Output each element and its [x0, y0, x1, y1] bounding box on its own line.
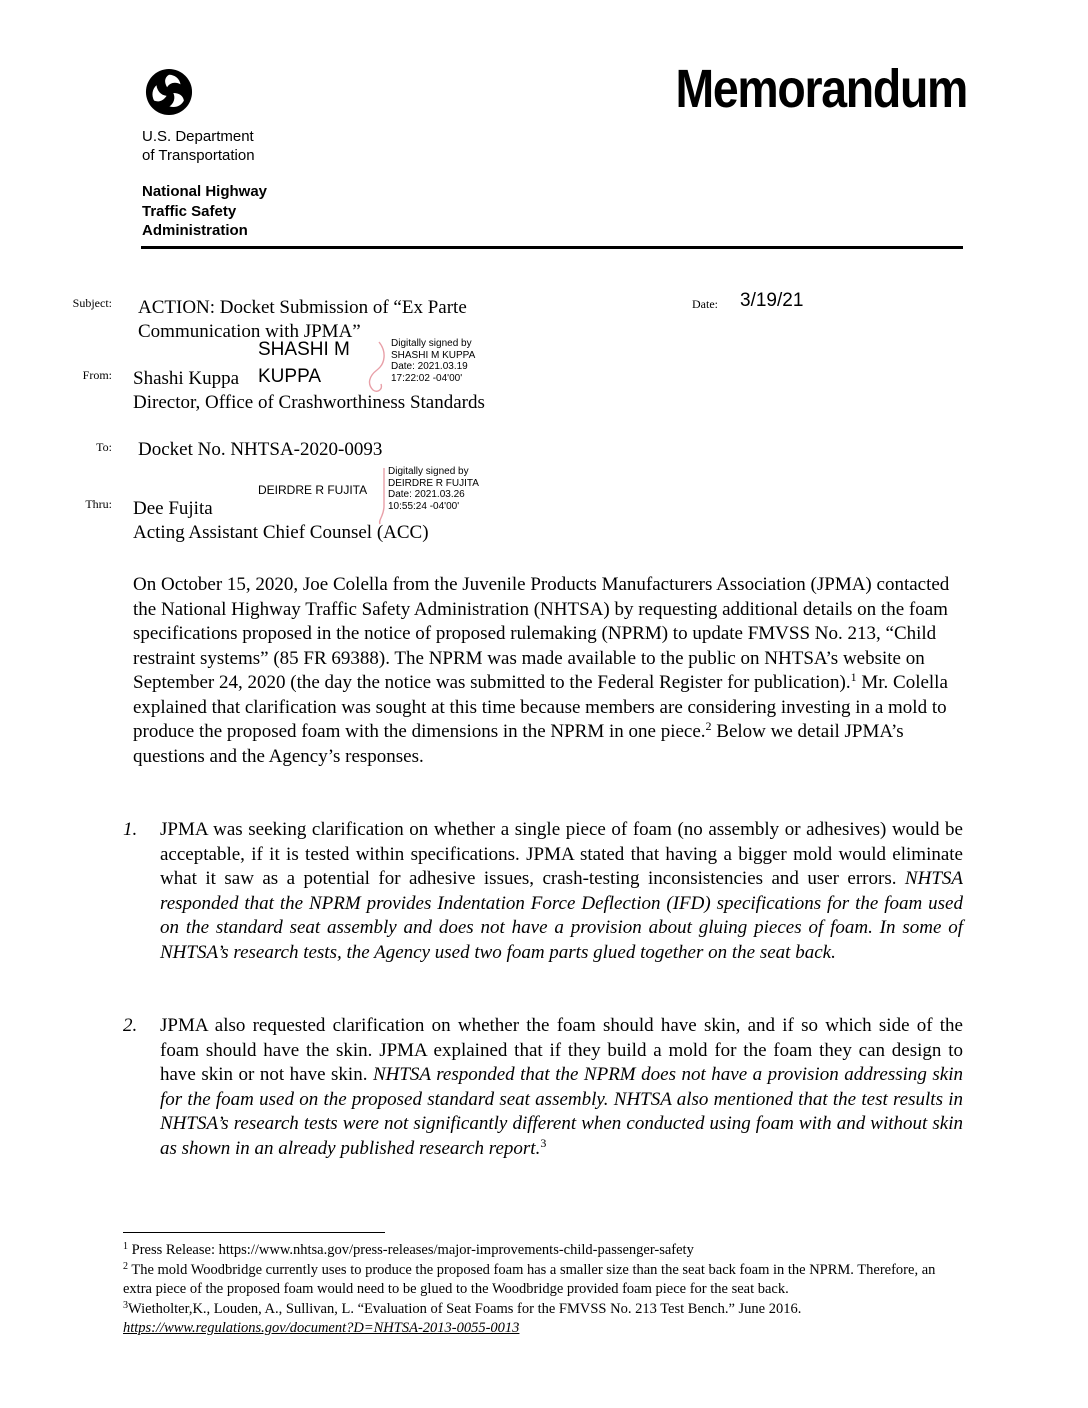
- dot-triskelion-logo-icon: [145, 68, 193, 116]
- list-item-text: [160, 818, 963, 965]
- signature-2-detail-1: Digitally signed by: [388, 466, 469, 477]
- list-item: [123, 1014, 963, 1161]
- list-item-text: [160, 1014, 963, 1161]
- from-value: [133, 367, 485, 415]
- footnote-ref-3[interactable]: 3: [540, 1135, 547, 1150]
- admin-line-1: National Highway: [142, 183, 268, 200]
- to-value: Docket No. NHTSA-2020-0093: [138, 439, 383, 460]
- footnote-1-number: 1: [123, 1241, 128, 1252]
- subject-value: [138, 296, 467, 344]
- from-label: From:: [82, 368, 112, 382]
- signature-1-detail-2: SHASHI M KUPPA: [391, 349, 476, 361]
- thru-name: Dee Fujita: [133, 498, 213, 519]
- footnote-2-number: 2: [123, 1260, 128, 1272]
- list-item-number: 2.: [123, 1015, 138, 1036]
- footnote-3-number: 3: [123, 1299, 128, 1311]
- item-1-response: NHTSA responded that the NPRM provides Indentation Force Deflection (IFD) specifications for the foam used on the standard seat assembly and does not have a provision about gluing pieces of foam. In some of NHTSA’s research tests, the Agency used two foam parts glued together on the seat back.: [160, 868, 963, 963]
- signature-1-name-line-2: KUPPA: [258, 366, 322, 387]
- body-paragraph: [133, 573, 963, 769]
- signature-1-name-line-1: SHASHI M: [258, 339, 350, 360]
- signature-2-detail-4: 10:55:24 -04'00': [388, 500, 460, 512]
- item-2-response: NHTSA responded that the NPRM does not have a provision addressing skin for the foam used on the proposed standard seat assembly. NHTSA also mentioned that the test results in NHTSA’s research tests were not significantly different when conducted using foam with and without skin as shown in an already published research report.: [160, 1064, 964, 1159]
- footnote-divider: [123, 1232, 385, 1233]
- signature-2-name: DEIRDRE R FUJITA: [258, 483, 368, 497]
- footnote-3: [123, 1300, 963, 1339]
- list-item-number: 1.: [123, 819, 138, 840]
- footnote-3-text: Wietholter,K., Louden, A., Sullivan, L. “Evaluation of Seat Foams for the FMVSS No. 213 Test Bench.” June 2016.: [128, 1300, 802, 1317]
- date-label: Date:: [692, 297, 718, 311]
- dept-line-1: U.S. Department: [142, 128, 254, 145]
- thru-value: [133, 497, 429, 545]
- thru-label: Thru:: [85, 497, 112, 511]
- date-value: 3/19/21: [740, 290, 804, 311]
- admin-line-3: Administration: [142, 222, 248, 239]
- subject-line-1: ACTION: Docket Submission of “Ex Parte: [138, 297, 467, 318]
- footnotes: [123, 1241, 963, 1339]
- item-2-question: JPMA also requested clarification on whether the foam should have skin, and if so which side of the foam should have the skin. JPMA explained that if they build a mold for the foam they can design to have skin or not have skin.: [160, 1015, 963, 1085]
- footnote-3-link[interactable]: https://www.regulations.gov/document?D=NHTSA-2013-0055-0013: [123, 1320, 520, 1336]
- body-text-part-1: On October 15, 2020, Joe Colella from the Juvenile Products Manufacturers Association (JPMA) contacted the National Highway Traffic Safety Administration (NHTSA) by requesting additional details on the foam specifications proposed in the notice of proposed rulemaking (NPRM) to update FMVSS No. 213, “Child restraint systems” (85 FR 69388). The NPRM was made available to the public on NHTSA’s website on September 24, 2020 (the day the notice was submitted to the Federal Register for publication).: [133, 574, 950, 693]
- subject-label: Subject:: [72, 296, 112, 310]
- agency-administration: [142, 182, 267, 241]
- footnote-2-text: The mold Woodbridge currently uses to produce the proposed foam has a smaller size than the seat back foam in the NPRM. Therefore, an extra piece of the proposed foam would need to be glued to the Woodbridge provided foam piece for the seat back.: [123, 1261, 936, 1297]
- to-label: To:: [96, 440, 112, 454]
- admin-line-2: Traffic Safety: [142, 202, 237, 220]
- footnote-ref-1[interactable]: 1: [850, 670, 857, 684]
- dept-line-2: of Transportation: [142, 147, 255, 164]
- signature-1-detail-3: Date: 2021.03.19: [391, 361, 468, 372]
- memo-title: Memorandum: [675, 59, 967, 119]
- thru-title: Acting Assistant Chief Counsel (ACC): [133, 522, 429, 543]
- signature-2-detail-3: Date: 2021.03.26: [388, 489, 465, 500]
- footnote-1: [123, 1241, 963, 1261]
- footnote-2: [123, 1261, 963, 1300]
- footnote-1-text: Press Release: https://www.nhtsa.gov/press-releases/major-improvements-child-passenger-safety: [128, 1242, 694, 1258]
- from-name: Shashi Kuppa: [133, 368, 240, 389]
- subject-line-2: Communication with JPMA”: [138, 321, 361, 342]
- body-text-part-3: Below we detail JPMA’s questions and the Agency’s responses.: [133, 721, 904, 767]
- footnote-ref-2[interactable]: 2: [705, 719, 712, 733]
- signature-1-detail-4: 17:22:02 -04'00': [391, 372, 463, 384]
- body-text-part-2: Mr. Colella explained that clarification was sought at this time because members are considering investing in a mold to produce the proposed foam with the dimensions in the NPRM in one piece.: [133, 672, 948, 742]
- header-divider: [141, 246, 963, 249]
- list-item: [123, 818, 963, 965]
- item-1-question: JPMA was seeking clarification on whether a single piece of foam (no assembly or adhesives) would be acceptable, if it is tested within specifications. JPMA stated that having a bigger mold would eliminate what it saw as a potential for adhesive issues, crash-testing inconsistencies and user errors.: [160, 819, 963, 889]
- from-title: Director, Office of Crashworthiness Standards: [133, 392, 485, 413]
- signature-1-detail-1: Digitally signed by: [391, 338, 472, 349]
- signature-2-detail-2: DEIRDRE R FUJITA: [388, 477, 479, 489]
- agency-department: [142, 127, 255, 165]
